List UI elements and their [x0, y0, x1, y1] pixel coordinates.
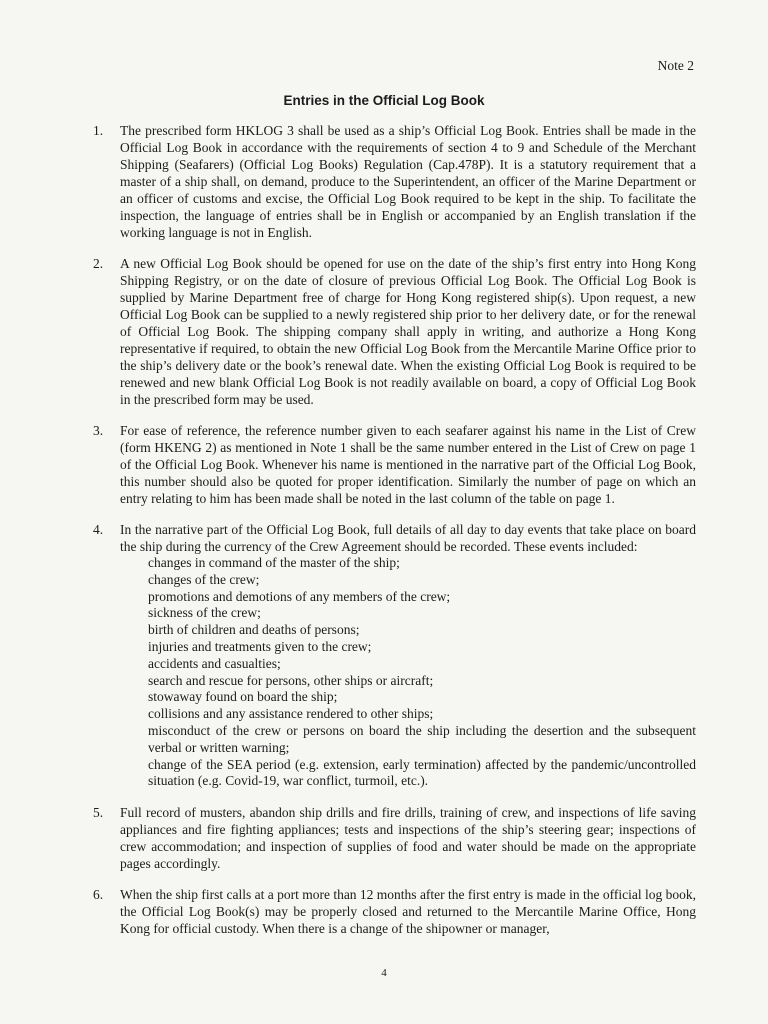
- item-number: 5.: [93, 805, 104, 821]
- item-number: 2.: [93, 256, 104, 271]
- event-item: changes of the crew;: [148, 571, 260, 587]
- page-number: 4: [381, 967, 387, 979]
- list-item-3: [0, 422, 768, 507]
- item-intro: In the narrative part of the Official Log Book, full details of all day to day events that take place on board the ship during the currency of the Crew Agreement should be recorded. These events included:: [120, 522, 696, 554]
- event-item: changes in command of the master of the ship;: [148, 555, 400, 570]
- event-item: collisions and any assistance rendered to other ships;: [148, 706, 434, 722]
- page-title: Entries in the Official Log Book: [283, 93, 485, 108]
- event-item: injuries and treatments given to the crew;: [148, 638, 372, 654]
- event-item: promotions and demotions of any members of the crew;: [148, 588, 451, 604]
- event-item: change of the SEA period (e.g. extension, early termination) affected by the pandemic/uncontrolled situation (e.g. Covid-19, war conflict, turmoil, etc.).: [148, 756, 696, 789]
- item-number: 6.: [93, 887, 104, 903]
- list-item-4: [0, 521, 768, 790]
- event-item: birth of children and deaths of persons;: [148, 622, 360, 638]
- list-item-1: [0, 122, 768, 241]
- item-text: The prescribed form HKLOG 3 shall be used as a ship’s Official Log Book. Entries shall be made in the Official Log Book in accordance with the requirements of section 4 to 9 and Schedule of the Merchant Shipping (Seafarers) (Official Log Books) Regulation (Cap.478P). It is a statutory requirement that a master of a ship shall, on demand, produce to the Superintendent, an officer of the Marine Department or an officer of customs and excise, the Official Log Book required to be kept in the ship. To facilitate the inspection, the language of entries shall be in English or accompanied by an English translation if the working language is not in English.: [120, 123, 696, 240]
- event-item: sickness of the crew;: [148, 605, 261, 621]
- item-text: [120, 521, 696, 790]
- events-list: [120, 555, 696, 790]
- note-label: Note 2: [657, 58, 694, 73]
- event-item: stowaway found on board the ship;: [148, 689, 338, 705]
- item-number: 1.: [93, 123, 104, 138]
- event-item: search and rescue for persons, other ships or aircraft;: [148, 672, 434, 688]
- event-item: misconduct of the crew or persons on board the ship including the desertion and the subsequent verbal or written warning;: [148, 722, 696, 755]
- item-number: 3.: [93, 423, 104, 438]
- item-text: When the ship first calls at a port more than 12 months after the first entry is made in the official log book, the Official Log Book(s) may be properly closed and returned to the Mercantile Marine Office, Hong Kong for official custody. When there is a change of the shipowner or manager,: [120, 887, 696, 937]
- item-text: For ease of reference, the reference number given to each seafarer against his name in the List of Crew (form HKENG 2) as mentioned in Note 1 shall be the same number entered in the List of Crew on page 1 of the Official Log Book. Whenever his name is mentioned in the narrative part of the Official Log Book, this number should also be quoted for proper identification. Similarly the number of page on which an entry relating to him has been made shall be noted in the last column of the table on page 1.: [120, 423, 696, 506]
- item-text: A new Official Log Book should be opened for use on the date of the ship’s first entry into Hong Kong Shipping Registry, or on the date of closure of previous Official Log Book. The Official Log Book is supplied by Marine Department free of charge for Hong Kong registered ship(s). Upon request, a new Official Log Book can be supplied to a newly registered ship prior to her delivery date, or for the renewal of Official Log Book. The shipping company shall apply in writing, and authorize a Hong Kong representative if required, to obtain the new Official Log Book from the Mercantile Marine Office prior to the ship’s delivery date or the book’s renewal date. When the existing Official Log Book is required to be renewed and new blank Official Log Book is not readily available on board, a copy of Official Log Book in the prescribed form may be used.: [120, 256, 696, 407]
- event-item: accidents and casualties;: [148, 655, 281, 671]
- item-text: Full record of musters, abandon ship drills and fire drills, training of crew, and inspections of life saving appliances and fire fighting appliances; tests and inspections of the ship’s steering gear; inspections of crew accommodation; and inspection of supplies of food and water should be made on the appropriate pages accordingly.: [120, 805, 696, 872]
- item-number: 4.: [93, 522, 104, 537]
- numbered-list: [0, 122, 768, 951]
- list-item-2: [0, 255, 768, 408]
- list-item-5: [0, 804, 768, 872]
- list-item-6: [0, 886, 768, 937]
